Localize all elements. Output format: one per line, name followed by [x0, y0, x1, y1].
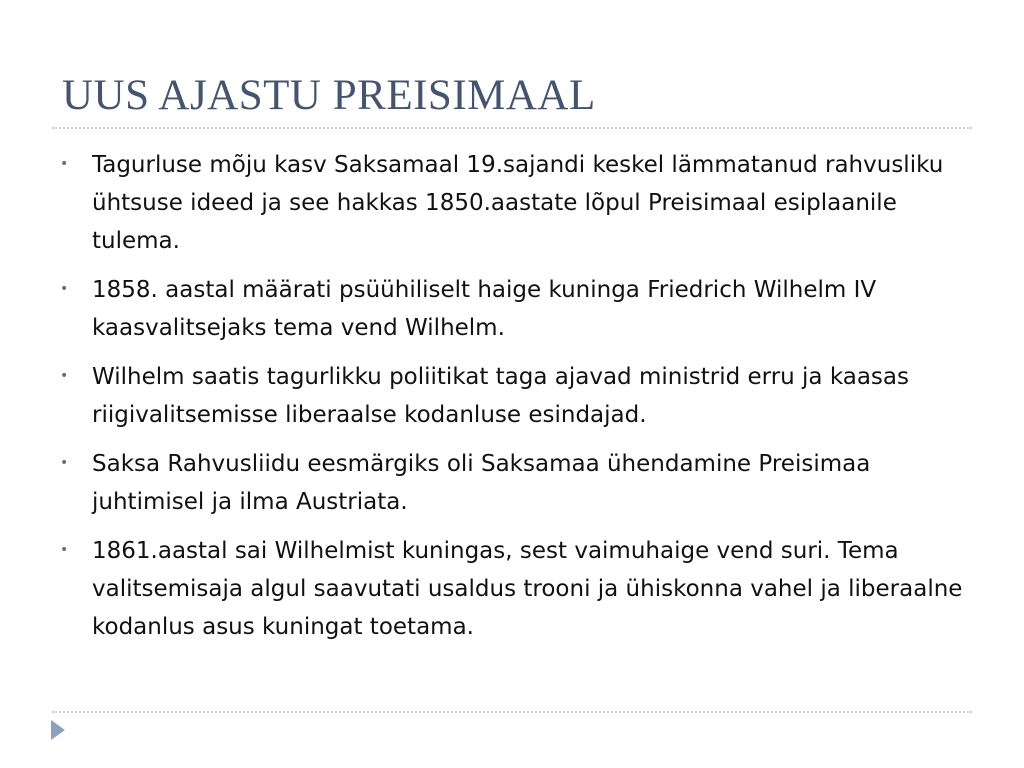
play-arrow-icon[interactable] — [51, 720, 65, 740]
bullet-item — [60, 271, 965, 347]
bullet-item — [60, 358, 965, 434]
bullet-text: Saksa Rahvusliidu eesmärgiks oli Saksamaa ühendamine Preisimaa juhtimisel ja ilma Austriata. — [92, 451, 871, 515]
bullet-text: Tagurluse mõju kasv Saksamaal 19.sajandi keskel lämmatanud rahvusliku ühtsuse ideed ja see hakkas 1850.aastate lõpul Preisimaal esiplaanile tulema. — [92, 152, 944, 254]
bullet-item — [60, 146, 965, 260]
bullet-item — [60, 445, 965, 521]
bullet-marker: • — [60, 368, 69, 384]
bullet-marker: • — [60, 156, 69, 172]
footer-divider — [52, 711, 972, 713]
bullet-marker: • — [60, 455, 69, 471]
bullet-text: Wilhelm saatis tagurlikku poliitikat taga ajavad ministrid erru ja kaasas riigivalitsemisse liberaalse kodanluse esindajad. — [92, 364, 909, 428]
bullet-marker: • — [60, 281, 69, 297]
title-divider — [52, 127, 972, 129]
bullet-text: 1858. aastal määrati psüühiliselt haige kuninga Friedrich Wilhelm IV kaasvalitsejaks tema vend Wilhelm. — [92, 277, 877, 341]
slide-title: UUS AJASTU PREISIMAAL — [62, 72, 596, 119]
bullet-text: 1861.aastal sai Wilhelmist kuningas, sest vaimuhaige vend suri. Tema valitsemisaja algul saavutati usaldus trooni ja ühiskonna vahel ja liberaalne kodanlus asus kuningat toetama. — [92, 538, 963, 640]
bullet-list — [60, 146, 965, 657]
bullet-marker: • — [60, 542, 69, 558]
bullet-item — [60, 532, 965, 646]
